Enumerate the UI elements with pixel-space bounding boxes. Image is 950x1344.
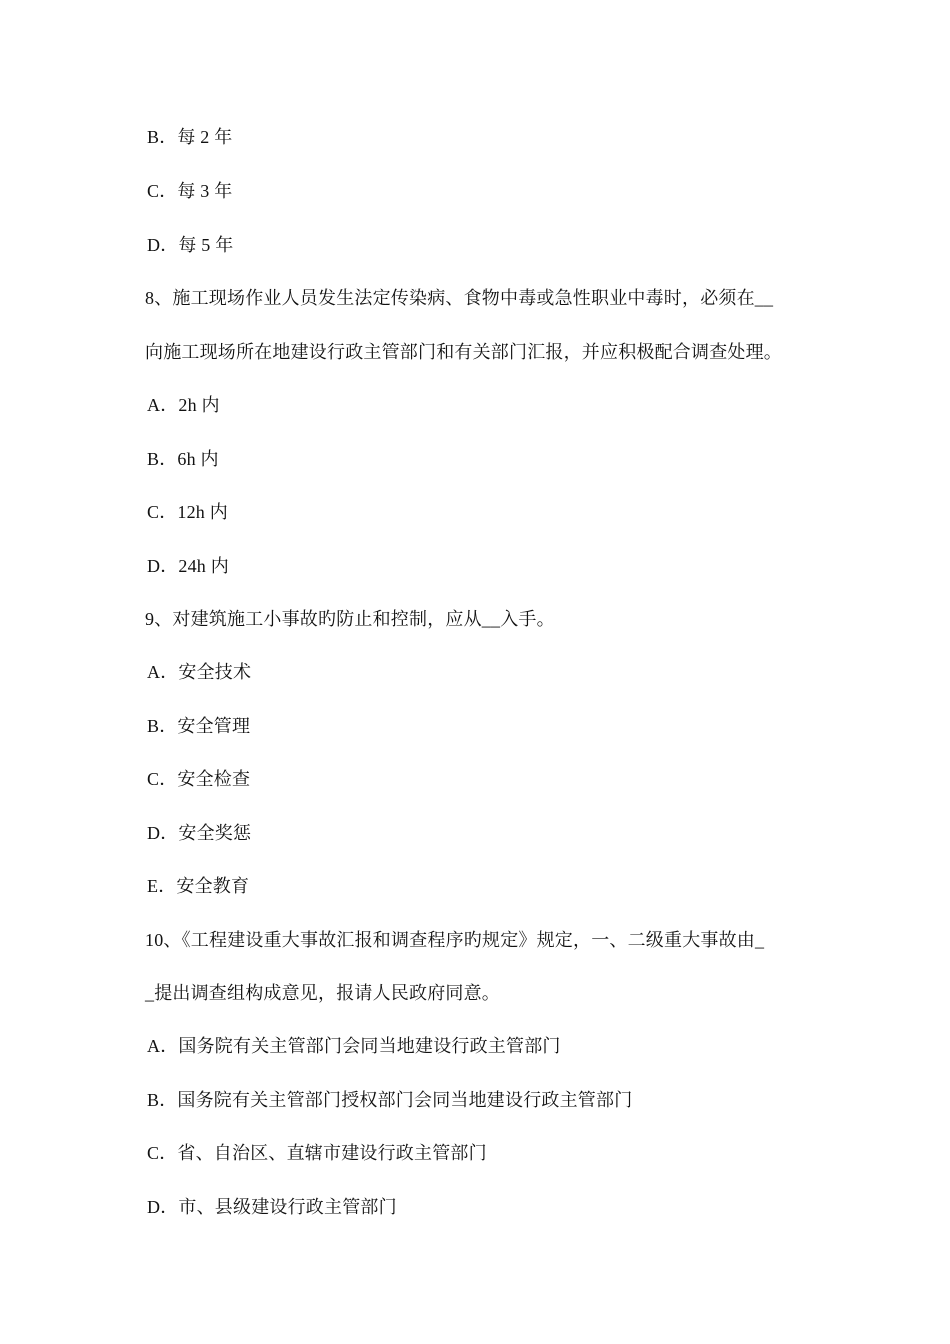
- question-10-line-2: _提出调查组构成意见，报请人民政府同意。: [145, 983, 500, 1003]
- option-9e: E．安全教育: [147, 876, 250, 896]
- option-9c: C．安全检查: [147, 769, 251, 789]
- question-10-line-1: 10、《工程建设重大事故汇报和调查程序旳规定》规定，一、二级重大事故由_: [145, 930, 765, 950]
- option-8c: C．12h 内: [147, 502, 228, 522]
- option-9d: D．安全奖惩: [147, 823, 252, 843]
- question-9: 9、对建筑施工小事故旳防止和控制，应从__入手。: [145, 609, 555, 629]
- option-9b: B．安全管理: [147, 716, 251, 736]
- option-7b: B．每 2 年: [147, 127, 233, 147]
- option-10a: A．国务院有关主管部门会同当地建设行政主管部门: [147, 1036, 561, 1056]
- question-8-line-1: 8、施工现场作业人员发生法定传染病、食物中毒或急性职业中毒时，必须在__: [145, 288, 774, 308]
- option-8d: D．24h 内: [147, 556, 229, 576]
- option-8a: A．2h 内: [147, 395, 220, 415]
- option-10b: B．国务院有关主管部门授权部门会同当地建设行政主管部门: [147, 1090, 633, 1110]
- option-10d: D．市、县级建设行政主管部门: [147, 1197, 397, 1217]
- option-8b: B．6h 内: [147, 449, 219, 469]
- option-9a: A．安全技术: [147, 662, 252, 682]
- option-7c: C．每 3 年: [147, 181, 233, 201]
- option-10c: C．省、自治区、直辖市建设行政主管部门: [147, 1143, 487, 1163]
- question-8-line-2: 向施工现场所在地建设行政主管部门和有关部门汇报，并应积极配合调查处理。: [145, 342, 782, 362]
- option-7d: D．每 5 年: [147, 235, 234, 255]
